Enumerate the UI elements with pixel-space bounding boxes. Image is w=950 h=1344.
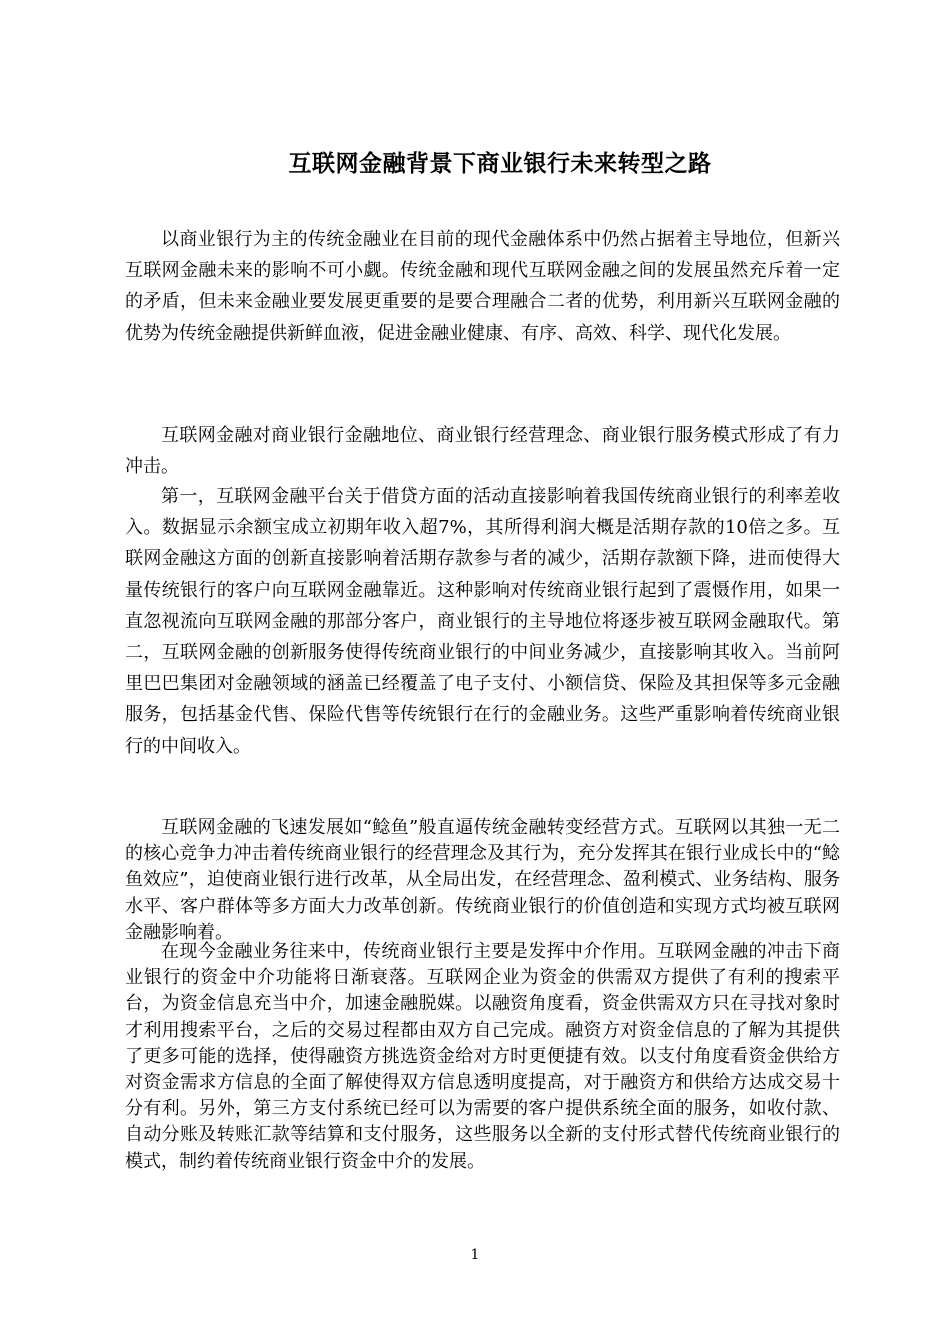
document-title: 互联网金融背景下商业银行未来转型之路 xyxy=(288,151,712,178)
paragraph-intro: 以商业银行为主的传统金融业在目前的现代金融体系中仍然占据着主导地位，但新兴互联网金融未来的影响不可小觑。传统金融和现代互联网金融之间的发展虽然充斥着一定的矛盾，但未来金融业要发展更重要的是要合理融合二者的优势，利用新兴互联网金融的优势为传统金融提供新鲜血液，促进金融业健康、有序、高效、科学、现代化发展。 xyxy=(125,229,840,344)
paragraph-first-second-impacts: 第一，互联网金融平台关于借贷方面的活动直接影响着我国传统商业银行的利率差收入。数据显示余额宝成立初期年收入超7%，其所得利润大概是活期存款的10倍之多。互联网金融这方面的创新直接影响着活期存款参与者的减少，活期存款额下降，进而使得大量传统银行的客户向互联网金融靠近。这种影响对传统商业银行起到了震慑作用，如果一直忽视流向互联网金融的那部分客户，商业银行的主导地位将逐步被互联网金融取代。第二，互联网金融的创新服务使得传统商业银行的中间业务减少，直接影响其收入。当前阿里巴巴集团对金融领域的涵盖已经覆盖了电子支付、小额信贷、保险及其担保等多元金融服务，包括基金代售、保险代售等传统银行在行的金融业务。这些严重影响着传统商业银行的中间收入。 xyxy=(125,486,840,757)
paragraph-impact-summary: 互联网金融对商业银行金融地位、商业银行经营理念、商业银行服务模式形成了有力冲击。 xyxy=(125,425,840,478)
paragraph-intermediary-role: 在现今金融业务往来中，传统商业银行主要是发挥中介作用。互联网金融的冲击下商业银行的资金中介功能将日渐衰落。互联网企业为资金的供需双方提供了有利的搜索平台，为资金信息充当中介，加速金融脱媒。以融资角度看，资金供需双方只在寻找对象时才利用搜索平台，之后的交易过程都由双方自己完成。融资方对资金信息的了解为其提供了更多可能的选择，使得融资方挑选资金给对方时更便捷有效。以支付角度看资金供给方对资金需求方信息的全面了解使得双方信息透明度提高，对于融资方和供给方达成交易十分有利。另外，第三方支付系统已经可以为需要的客户提供系统全面的服务，如收付款、自动分账及转账汇款等结算和支付服务，这些服务以全新的支付形式替代传统商业银行的模式，制约着传统商业银行资金中介的发展。 xyxy=(125,941,840,1172)
paragraph-catfish-effect: 互联网金融的飞速发展如“鲶鱼”般直逼传统金融转变经营方式。互联网以其独一无二的核心竞争力冲击着传统商业银行的经营理念及其行为，充分发挥其在银行业成长中的“鲶鱼效应”，迫使商业银行进行改革，从全局出发，在经营理念、盈利模式、业务结构、服务水平、客户群体等多方面大力改革创新。传统商业银行的价值创造和实现方式均被互联网金融影响着。 xyxy=(125,817,840,943)
page-number: 1 xyxy=(470,1247,480,1263)
